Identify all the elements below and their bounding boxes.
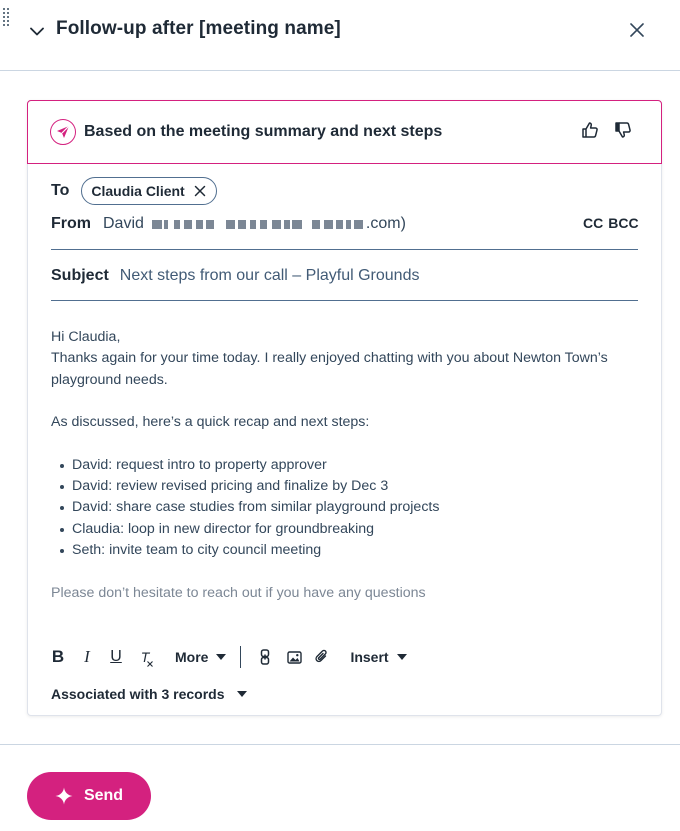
insert-dropdown[interactable]: [350, 649, 406, 665]
formatting-toolbar: [51, 646, 407, 668]
thumbs-up-icon[interactable]: [581, 121, 601, 141]
body-closing-placeholder: Please don’t hesitate to reach out if you have any questions: [51, 584, 426, 601]
italic-button[interactable]: I: [84, 647, 90, 666]
bold-button[interactable]: B: [51, 647, 65, 666]
bcc-button[interactable]: BCC: [608, 215, 639, 231]
cc-bcc-group: [583, 215, 639, 231]
close-icon[interactable]: [626, 19, 648, 41]
paper-plane-icon: [50, 119, 76, 145]
clear-formatting-button[interactable]: [137, 649, 153, 665]
panel-title: Follow-up after [meeting name]: [56, 18, 341, 39]
caret-down-icon: [216, 654, 226, 660]
chevron-down-icon[interactable]: [28, 22, 46, 40]
cc-button[interactable]: CC: [583, 215, 604, 231]
list-item: David: share case studies from similar playground projects: [51, 497, 641, 518]
image-icon[interactable]: [286, 651, 302, 664]
sparkle-icon: [55, 787, 73, 805]
subject-label: Subject: [51, 267, 109, 284]
email-composer-card: [27, 100, 662, 716]
recipient-chip[interactable]: [81, 177, 216, 205]
associations-label: Associated with 3 records: [51, 686, 225, 702]
caret-down-icon: [397, 654, 407, 660]
link-icon[interactable]: [258, 649, 272, 665]
toolbar-separator: [240, 646, 241, 668]
redacted-email: [152, 217, 364, 231]
associations-dropdown[interactable]: [51, 685, 247, 703]
recipient-name: Claudia Client: [91, 183, 185, 199]
ai-banner-text: Based on the meeting summary and next steps: [84, 123, 443, 140]
header-divider: [0, 70, 680, 71]
more-label: More: [175, 649, 209, 665]
to-row: [51, 177, 217, 205]
thumbs-down-icon[interactable]: [614, 121, 634, 141]
next-steps-list: [51, 455, 641, 561]
list-item: Claudia: loop in new director for groundbreaking: [51, 519, 641, 540]
clear-formatting-icon: T: [140, 649, 150, 665]
send-label: Send: [83, 787, 124, 804]
subject-row: [51, 265, 419, 287]
panel-header: [0, 0, 680, 70]
caret-down-icon: [237, 691, 247, 697]
more-dropdown[interactable]: [175, 649, 226, 665]
list-item: David: review revised pricing and finalize by Dec 3: [51, 476, 641, 497]
body-recap-intro: As discussed, here’s a quick recap and next steps:: [51, 414, 370, 431]
footer-divider: [0, 744, 680, 745]
remove-recipient-icon[interactable]: [194, 185, 206, 197]
body-greeting: Hi Claudia,: [51, 329, 121, 345]
body-intro: Thanks again for your time today. I really enjoyed chatting with you about Newton Town’s playground needs.: [51, 350, 608, 388]
from-label: From: [51, 215, 91, 232]
from-row: [51, 213, 406, 235]
to-label: To: [51, 182, 70, 199]
from-name: David: [103, 215, 144, 232]
from-email-suffix: .com): [365, 215, 406, 232]
insert-label: Insert: [350, 649, 389, 665]
subject-input[interactable]: Next steps from our call – Playful Grounds: [119, 267, 420, 284]
send-button[interactable]: [27, 772, 151, 820]
list-item: David: request intro to property approver: [51, 455, 641, 476]
subject-divider: [51, 300, 638, 301]
email-body-editor[interactable]: [51, 327, 641, 604]
underline-button[interactable]: U: [110, 648, 122, 665]
from-divider: [51, 249, 638, 250]
list-item: Seth: invite team to city council meeting: [51, 540, 641, 561]
ai-suggestion-banner: [27, 100, 662, 164]
attachment-icon[interactable]: [314, 649, 330, 665]
